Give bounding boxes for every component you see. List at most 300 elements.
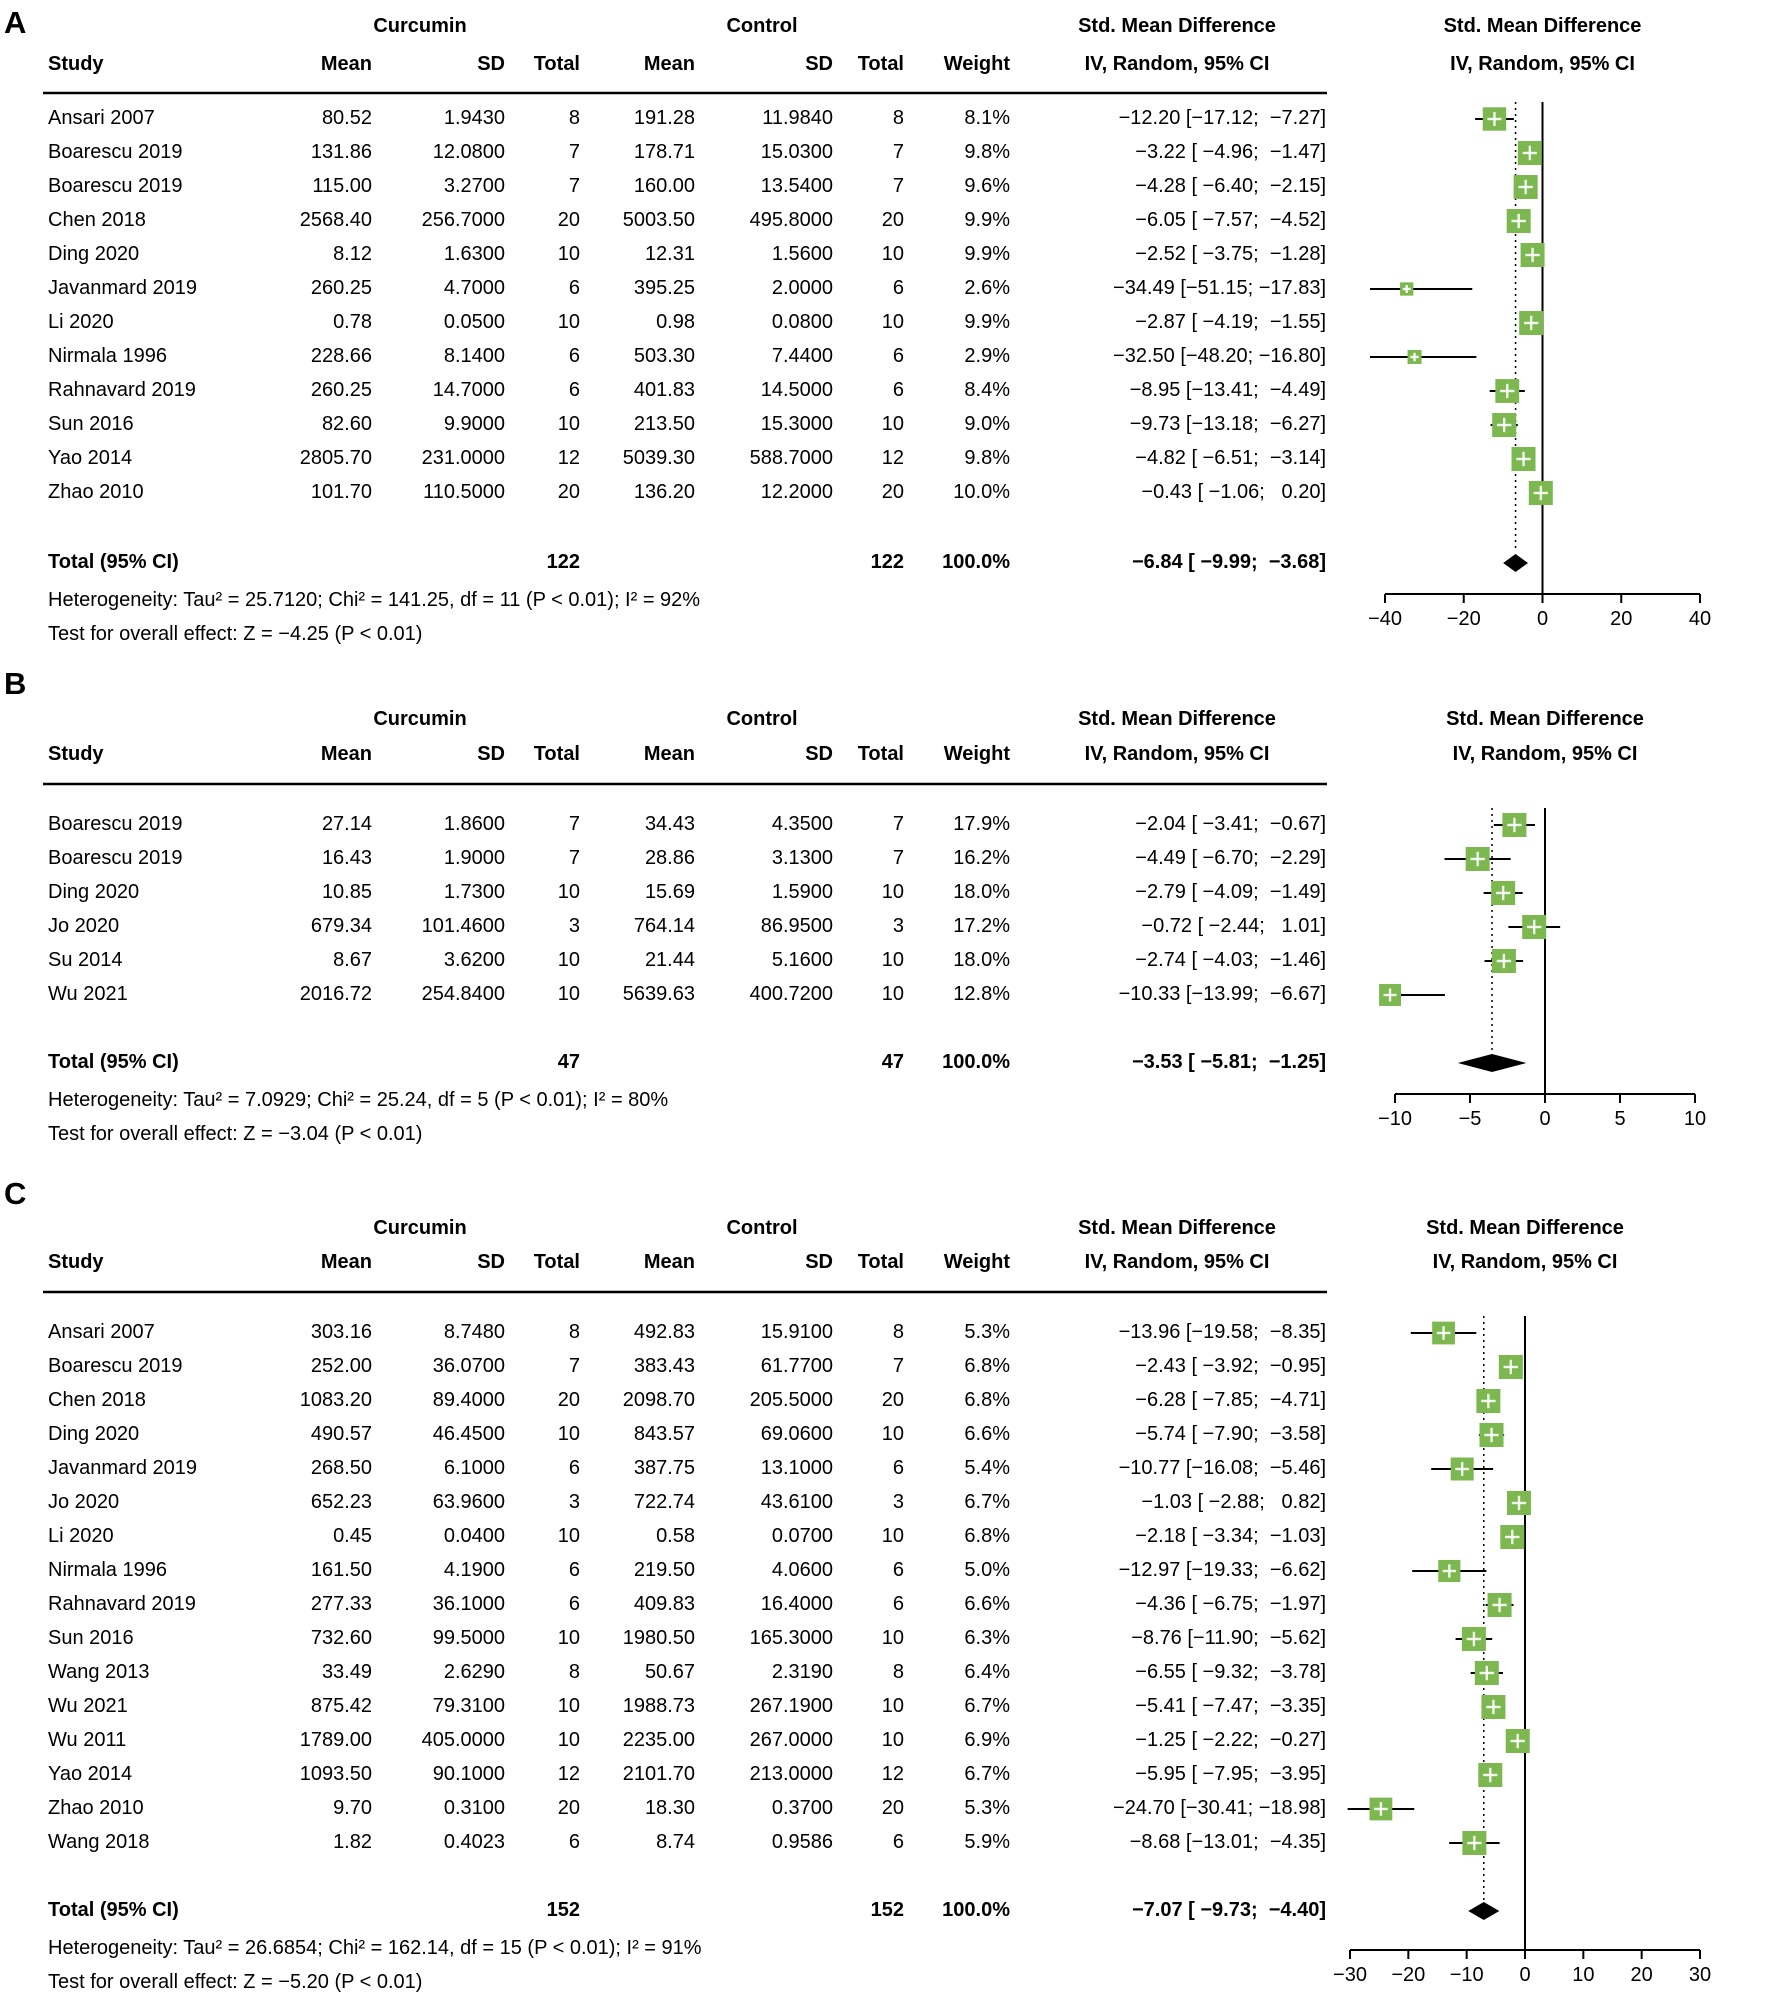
control-total-value: 6 [892,277,904,299]
smd-text-header: Std. Mean Difference [1078,15,1276,37]
control-sd-value: 15.0300 [760,141,833,163]
control-mean-value: 409.83 [633,1593,695,1615]
curcumin-group-header: Curcumin [373,15,467,37]
curcumin-mean-value: 2568.40 [299,209,372,231]
curcumin-group-header: Curcumin [373,1217,467,1239]
control-mean-value: 2235.00 [622,1729,695,1751]
curcumin-mean-value: 228.66 [310,345,372,367]
curcumin-total-value: 20 [557,1797,580,1819]
control-sd-value: 588.7000 [749,447,833,469]
control-sd-value: 0.0800 [771,311,833,333]
control-total-value: 8 [892,1321,904,1343]
control-sd-value: 165.3000 [749,1627,833,1649]
smd-ci-value: −6.55 [ −9.32; −3.78] [1135,1661,1326,1683]
smd-ci-value: −5.41 [ −7.47; −3.35] [1135,1695,1326,1717]
total-weight: 100.0% [942,1051,1010,1073]
study-name: Boarescu 2019 [48,813,183,835]
curcumin-total-value: 10 [557,1627,580,1649]
weight-value: 9.9% [964,243,1010,265]
smd-ci-value: −5.95 [ −7.95; −3.95] [1135,1763,1326,1785]
curcumin-mean-value: 82.60 [321,413,372,435]
curcumin-total-value: 7 [568,847,580,869]
x-axis-tick-label: 0 [1519,1964,1531,1986]
control-mean-value: 2101.70 [622,1763,695,1785]
curcumin-group-header: Curcumin [373,708,467,730]
control-total-header: Total [857,743,904,765]
study-name: Chen 2018 [48,209,146,231]
x-axis-tick-label: 0 [1539,1108,1551,1130]
smd-ci-value: −4.82 [ −6.51; −3.14] [1135,447,1326,469]
study-name: Su 2014 [48,949,123,971]
control-mean-value: 503.30 [633,345,695,367]
study-name: Boarescu 2019 [48,847,183,869]
study-name: Ding 2020 [48,881,140,903]
curcumin-mean-value: 161.50 [310,1559,372,1581]
control-mean-value: 213.50 [633,413,695,435]
curcumin-sd-header: SD [477,53,505,75]
heterogeneity-stats: Heterogeneity: Tau² = 7.0929; Chi² = 25.24, df = 5 (P < 0.01); I² = 80% [48,1089,669,1111]
study-name: Li 2020 [48,1525,114,1547]
control-sd-value: 15.3000 [760,413,833,435]
study-name: Jo 2020 [48,1491,120,1513]
weight-column-header: Weight [943,53,1010,75]
control-group-header: Control [726,1217,798,1239]
total-label: Total (95% CI) [48,1899,179,1921]
study-name: Zhao 2010 [48,1797,144,1819]
control-mean-value: 0.58 [656,1525,695,1547]
control-mean-value: 178.71 [633,141,695,163]
curcumin-sd-value: 36.0700 [432,1355,505,1377]
x-axis-tick-label: 20 [1630,1964,1653,1986]
control-total-value: 6 [892,1457,904,1479]
curcumin-sd-value: 9.9000 [443,413,505,435]
smd-ci-value: −1.25 [ −2.22; −0.27] [1135,1729,1326,1751]
smd-ci-value: −2.18 [ −3.34; −1.03] [1135,1525,1326,1547]
total-weight: 100.0% [942,551,1010,573]
control-total-value: 10 [881,1627,904,1649]
overall-effect-test: Test for overall effect: Z = −3.04 (P < 0.01) [48,1123,423,1145]
curcumin-sd-value: 63.9600 [432,1491,505,1513]
control-total-header: Total [857,53,904,75]
control-mean-header: Mean [643,743,695,765]
x-axis-tick-label: −5 [1458,1108,1482,1130]
control-total-value: 7 [892,141,904,163]
x-axis-tick-label: 10 [1572,1964,1595,1986]
curcumin-sd-value: 1.8600 [443,813,505,835]
smd-ci-value: −10.33 [−13.99; −6.67] [1118,983,1326,1005]
control-mean-value: 1988.73 [622,1695,695,1717]
x-axis-tick-label: −30 [1333,1964,1367,1986]
summary-diamond [1503,554,1528,572]
control-total-value: 6 [892,1593,904,1615]
x-axis-tick-label: 0 [1536,608,1549,630]
curcumin-sd-value: 14.7000 [432,379,505,401]
control-total-value: 10 [881,881,904,903]
control-group-header: Control [726,708,798,730]
control-group-header: Control [726,15,798,37]
curcumin-total-value: 6 [568,1559,580,1581]
curcumin-sd-value: 254.8400 [421,983,505,1005]
weight-value: 6.7% [964,1763,1010,1785]
control-sd-value: 0.3700 [771,1797,833,1819]
curcumin-mean-value: 260.25 [310,379,372,401]
control-mean-value: 8.74 [656,1831,695,1853]
weight-column-header: Weight [943,1251,1010,1273]
control-total-value: 7 [892,175,904,197]
study-name: Rahnavard 2019 [48,379,196,401]
weight-value: 6.6% [964,1593,1010,1615]
total-smd-ci: −3.53 [ −5.81; −1.25] [1131,1051,1326,1073]
control-total-value: 10 [881,1729,904,1751]
curcumin-total-value: 3 [568,1491,580,1513]
curcumin-mean-value: 0.45 [333,1525,372,1547]
total-weight: 100.0% [942,1899,1010,1921]
overall-effect-test: Test for overall effect: Z = −4.25 (P < 0.01) [48,623,423,645]
curcumin-total-value: 8 [568,1661,580,1683]
study-name: Sun 2016 [48,1627,134,1649]
weight-value: 17.2% [953,915,1010,937]
control-sd-header: SD [805,1251,833,1273]
curcumin-mean-header: Mean [320,1251,372,1273]
total-label: Total (95% CI) [48,1051,179,1073]
study-name: Wu 2011 [48,1729,127,1751]
iv-random-ci-header: IV, Random, 95% CI [1084,743,1270,765]
smd-ci-value: −2.87 [ −4.19; −1.55] [1135,311,1326,333]
control-mean-value: 191.28 [633,107,695,129]
curcumin-total-value: 10 [557,413,580,435]
control-sd-value: 1.5600 [771,243,833,265]
control-sd-value: 267.0000 [749,1729,833,1751]
study-name: Chen 2018 [48,1389,146,1411]
curcumin-sd-header: SD [477,1251,505,1273]
smd-ci-value: −32.50 [−48.20; −16.80] [1113,345,1326,367]
control-mean-value: 34.43 [644,813,695,835]
curcumin-mean-value: 101.70 [310,481,372,503]
x-axis-tick-label: −20 [1391,1964,1426,1986]
iv-random-ci-plot-header: IV, Random, 95% CI [1432,1251,1618,1273]
study-name: Yao 2014 [48,1763,133,1785]
control-total-value: 6 [892,1831,904,1853]
control-total-value: 12 [881,1763,904,1785]
curcumin-mean-header: Mean [320,743,372,765]
curcumin-total-header: Total [533,53,580,75]
control-sd-value: 1.5900 [771,881,833,903]
control-sd-header: SD [805,53,833,75]
weight-value: 6.8% [964,1355,1010,1377]
control-sd-value: 86.9500 [760,915,833,937]
x-axis-tick-label: −20 [1446,608,1481,630]
curcumin-mean-value: 0.78 [333,311,372,333]
weight-value: 5.9% [964,1831,1010,1853]
control-sd-value: 495.8000 [749,209,833,231]
curcumin-total-n: 152 [546,1899,580,1921]
control-mean-value: 722.74 [633,1491,695,1513]
iv-random-ci-plot-header: IV, Random, 95% CI [1450,53,1635,75]
curcumin-total-value: 8 [568,107,580,129]
study-name: Zhao 2010 [48,481,144,503]
curcumin-total-value: 10 [557,1423,580,1445]
weight-value: 12.8% [953,983,1010,1005]
control-mean-value: 401.83 [633,379,695,401]
weight-value: 2.6% [964,277,1010,299]
curcumin-sd-value: 8.1400 [443,345,505,367]
control-sd-value: 213.0000 [749,1763,833,1785]
curcumin-sd-value: 1.9430 [443,107,505,129]
control-mean-value: 219.50 [633,1559,695,1581]
control-mean-value: 18.30 [644,1797,695,1819]
curcumin-mean-value: 303.16 [310,1321,372,1343]
smd-ci-value: −6.05 [ −7.57; −4.52] [1135,209,1326,231]
curcumin-mean-value: 80.52 [321,107,372,129]
curcumin-sd-value: 1.9000 [443,847,505,869]
curcumin-sd-value: 12.0800 [432,141,505,163]
x-axis-tick-label: 10 [1683,1108,1707,1130]
study-column-header: Study [48,743,104,765]
study-name: Javanmard 2019 [48,1457,197,1479]
study-name: Ansari 2007 [48,107,155,129]
control-total-value: 20 [881,1797,904,1819]
curcumin-total-value: 10 [557,311,580,333]
smd-ci-value: −2.52 [ −3.75; −1.28] [1135,243,1326,265]
control-mean-value: 1980.50 [622,1627,695,1649]
weight-value: 9.8% [964,447,1010,469]
control-total-value: 20 [881,481,904,503]
smd-plot-header: Std. Mean Difference [1446,708,1644,730]
weight-value: 10.0% [953,481,1010,503]
curcumin-total-value: 12 [557,1763,580,1785]
curcumin-mean-value: 8.67 [333,949,372,971]
control-total-header: Total [857,1251,904,1273]
total-label: Total (95% CI) [48,551,179,573]
study-column-header: Study [48,53,104,75]
control-mean-value: 764.14 [633,915,695,937]
curcumin-sd-value: 0.0400 [443,1525,505,1547]
curcumin-mean-value: 252.00 [310,1355,372,1377]
curcumin-sd-value: 90.1000 [432,1763,505,1785]
weight-value: 9.8% [964,141,1010,163]
control-total-value: 10 [881,243,904,265]
control-total-n: 122 [870,551,904,573]
control-sd-value: 16.4000 [760,1593,833,1615]
weight-value: 6.8% [964,1389,1010,1411]
control-mean-value: 492.83 [633,1321,695,1343]
curcumin-sd-value: 0.3100 [443,1797,505,1819]
control-sd-value: 13.5400 [760,175,833,197]
curcumin-total-value: 10 [557,1525,580,1547]
iv-random-ci-header: IV, Random, 95% CI [1084,1251,1270,1273]
control-total-value: 10 [881,983,904,1005]
smd-ci-value: −2.43 [ −3.92; −0.95] [1135,1355,1326,1377]
curcumin-total-n: 47 [557,1051,580,1073]
curcumin-mean-value: 1.82 [333,1831,372,1853]
control-mean-value: 15.69 [644,881,695,903]
curcumin-sd-value: 256.7000 [421,209,505,231]
curcumin-mean-value: 1789.00 [299,1729,372,1751]
weight-value: 9.6% [964,175,1010,197]
weight-value: 5.0% [964,1559,1010,1581]
smd-ci-value: −5.74 [ −7.90; −3.58] [1135,1423,1326,1445]
curcumin-total-value: 6 [568,345,580,367]
curcumin-sd-value: 2.6290 [443,1661,505,1683]
smd-text-header: Std. Mean Difference [1078,708,1276,730]
curcumin-total-value: 7 [568,175,580,197]
curcumin-mean-value: 652.23 [310,1491,372,1513]
control-total-value: 10 [881,1423,904,1445]
curcumin-total-value: 7 [568,141,580,163]
control-total-value: 20 [881,209,904,231]
curcumin-mean-value: 679.34 [310,915,372,937]
curcumin-mean-value: 490.57 [310,1423,372,1445]
curcumin-sd-value: 4.1900 [443,1559,505,1581]
weight-value: 18.0% [953,949,1010,971]
curcumin-mean-value: 268.50 [310,1457,372,1479]
control-mean-value: 395.25 [633,277,695,299]
control-total-value: 6 [892,345,904,367]
curcumin-total-n: 122 [546,551,580,573]
control-sd-value: 69.0600 [760,1423,833,1445]
curcumin-mean-header: Mean [320,53,372,75]
study-column-header: Study [48,1251,104,1273]
study-name: Ansari 2007 [48,1321,155,1343]
x-axis-tick-label: 40 [1688,608,1712,630]
weight-value: 9.9% [964,209,1010,231]
weight-value: 16.2% [953,847,1010,869]
control-total-value: 3 [892,1491,904,1513]
control-mean-value: 136.20 [633,481,695,503]
control-mean-value: 5003.50 [622,209,695,231]
weight-value: 18.0% [953,881,1010,903]
study-name: Wu 2021 [48,983,128,1005]
curcumin-total-value: 10 [557,1695,580,1717]
curcumin-total-value: 6 [568,1593,580,1615]
total-smd-ci: −7.07 [ −9.73; −4.40] [1131,1899,1326,1921]
curcumin-total-value: 6 [568,277,580,299]
curcumin-mean-value: 131.86 [310,141,372,163]
curcumin-total-value: 7 [568,1355,580,1377]
study-name: Boarescu 2019 [48,1355,183,1377]
curcumin-total-value: 6 [568,1831,580,1853]
weight-value: 5.4% [964,1457,1010,1479]
control-total-value: 10 [881,1525,904,1547]
overall-effect-test: Test for overall effect: Z = −5.20 (P < 0.01) [48,1971,423,1993]
curcumin-total-value: 20 [557,481,580,503]
control-mean-value: 28.86 [644,847,695,869]
curcumin-total-value: 6 [568,379,580,401]
curcumin-sd-value: 99.5000 [432,1627,505,1649]
smd-ci-value: −4.28 [ −6.40; −2.15] [1135,175,1326,197]
smd-ci-value: −4.36 [ −6.75; −1.97] [1135,1593,1326,1615]
control-total-value: 6 [892,379,904,401]
curcumin-total-value: 12 [557,447,580,469]
curcumin-sd-value: 6.1000 [443,1457,505,1479]
summary-diamond [1468,1902,1499,1920]
control-sd-value: 205.5000 [749,1389,833,1411]
control-total-value: 3 [892,915,904,937]
control-sd-value: 7.4400 [771,345,833,367]
weight-column-header: Weight [943,743,1010,765]
smd-plot-header: Std. Mean Difference [1426,1217,1624,1239]
smd-ci-value: −0.72 [ −2.44; 1.01] [1141,915,1326,937]
control-total-value: 7 [892,1355,904,1377]
control-sd-value: 2.0000 [771,277,833,299]
control-total-value: 8 [892,1661,904,1683]
control-sd-value: 400.7200 [749,983,833,1005]
control-total-value: 20 [881,1389,904,1411]
curcumin-sd-value: 110.5000 [423,481,505,503]
study-name: Wu 2021 [48,1695,128,1717]
control-sd-value: 11.9840 [762,107,833,129]
curcumin-total-value: 6 [568,1457,580,1479]
curcumin-sd-value: 3.6200 [443,949,505,971]
smd-ci-value: −34.49 [−51.15; −17.83] [1113,277,1326,299]
control-mean-value: 5639.63 [622,983,695,1005]
curcumin-total-value: 7 [568,813,580,835]
curcumin-mean-value: 2805.70 [299,447,372,469]
control-sd-header: SD [805,743,833,765]
control-mean-value: 387.75 [633,1457,695,1479]
weight-value: 17.9% [953,813,1010,835]
control-sd-value: 15.9100 [760,1321,833,1343]
study-name: Wang 2013 [48,1661,150,1683]
curcumin-total-value: 8 [568,1321,580,1343]
iv-random-ci-plot-header: IV, Random, 95% CI [1452,743,1638,765]
control-mean-value: 2098.70 [622,1389,695,1411]
study-name: Li 2020 [48,311,114,333]
study-name: Wang 2018 [48,1831,150,1853]
weight-value: 8.4% [964,379,1010,401]
control-sd-value: 0.9586 [771,1831,833,1853]
control-mean-value: 383.43 [633,1355,695,1377]
smd-ci-value: −3.22 [ −4.96; −1.47] [1135,141,1326,163]
smd-ci-value: −2.74 [ −4.03; −1.46] [1135,949,1326,971]
control-sd-value: 267.1900 [749,1695,833,1717]
control-sd-value: 4.0600 [771,1559,833,1581]
smd-ci-value: −24.70 [−30.41; −18.98] [1113,1797,1326,1819]
curcumin-total-value: 10 [557,1729,580,1751]
curcumin-sd-value: 89.4000 [432,1389,505,1411]
smd-ci-value: −2.04 [ −3.41; −0.67] [1135,813,1326,835]
control-total-n: 152 [870,1899,904,1921]
curcumin-sd-value: 4.7000 [443,277,505,299]
study-name: Boarescu 2019 [48,175,183,197]
control-mean-value: 50.67 [644,1661,695,1683]
iv-random-ci-header: IV, Random, 95% CI [1084,53,1270,75]
smd-ci-value: −8.68 [−13.01; −4.35] [1129,1831,1326,1853]
curcumin-sd-value: 46.4500 [432,1423,505,1445]
curcumin-sd-value: 36.1000 [432,1593,505,1615]
control-total-value: 12 [881,447,904,469]
curcumin-sd-value: 79.3100 [432,1695,505,1717]
curcumin-total-value: 3 [568,915,580,937]
curcumin-total-value: 20 [557,1389,580,1411]
weight-value: 9.0% [964,413,1010,435]
control-total-value: 6 [892,1559,904,1581]
weight-value: 6.6% [964,1423,1010,1445]
study-name: Ding 2020 [48,1423,140,1445]
curcumin-mean-value: 33.49 [321,1661,372,1683]
control-mean-header: Mean [643,53,695,75]
curcumin-mean-value: 1083.20 [299,1389,372,1411]
curcumin-sd-value: 101.4600 [421,915,505,937]
smd-ci-value: −12.97 [−19.33; −6.62] [1118,1559,1326,1581]
control-mean-value: 12.31 [644,243,695,265]
x-axis-tick-label: −40 [1368,608,1402,630]
study-name: Ding 2020 [48,243,140,265]
x-axis-tick-label: 5 [1614,1108,1626,1130]
control-mean-header: Mean [643,1251,695,1273]
control-total-value: 10 [881,1695,904,1717]
curcumin-total-value: 10 [557,881,580,903]
